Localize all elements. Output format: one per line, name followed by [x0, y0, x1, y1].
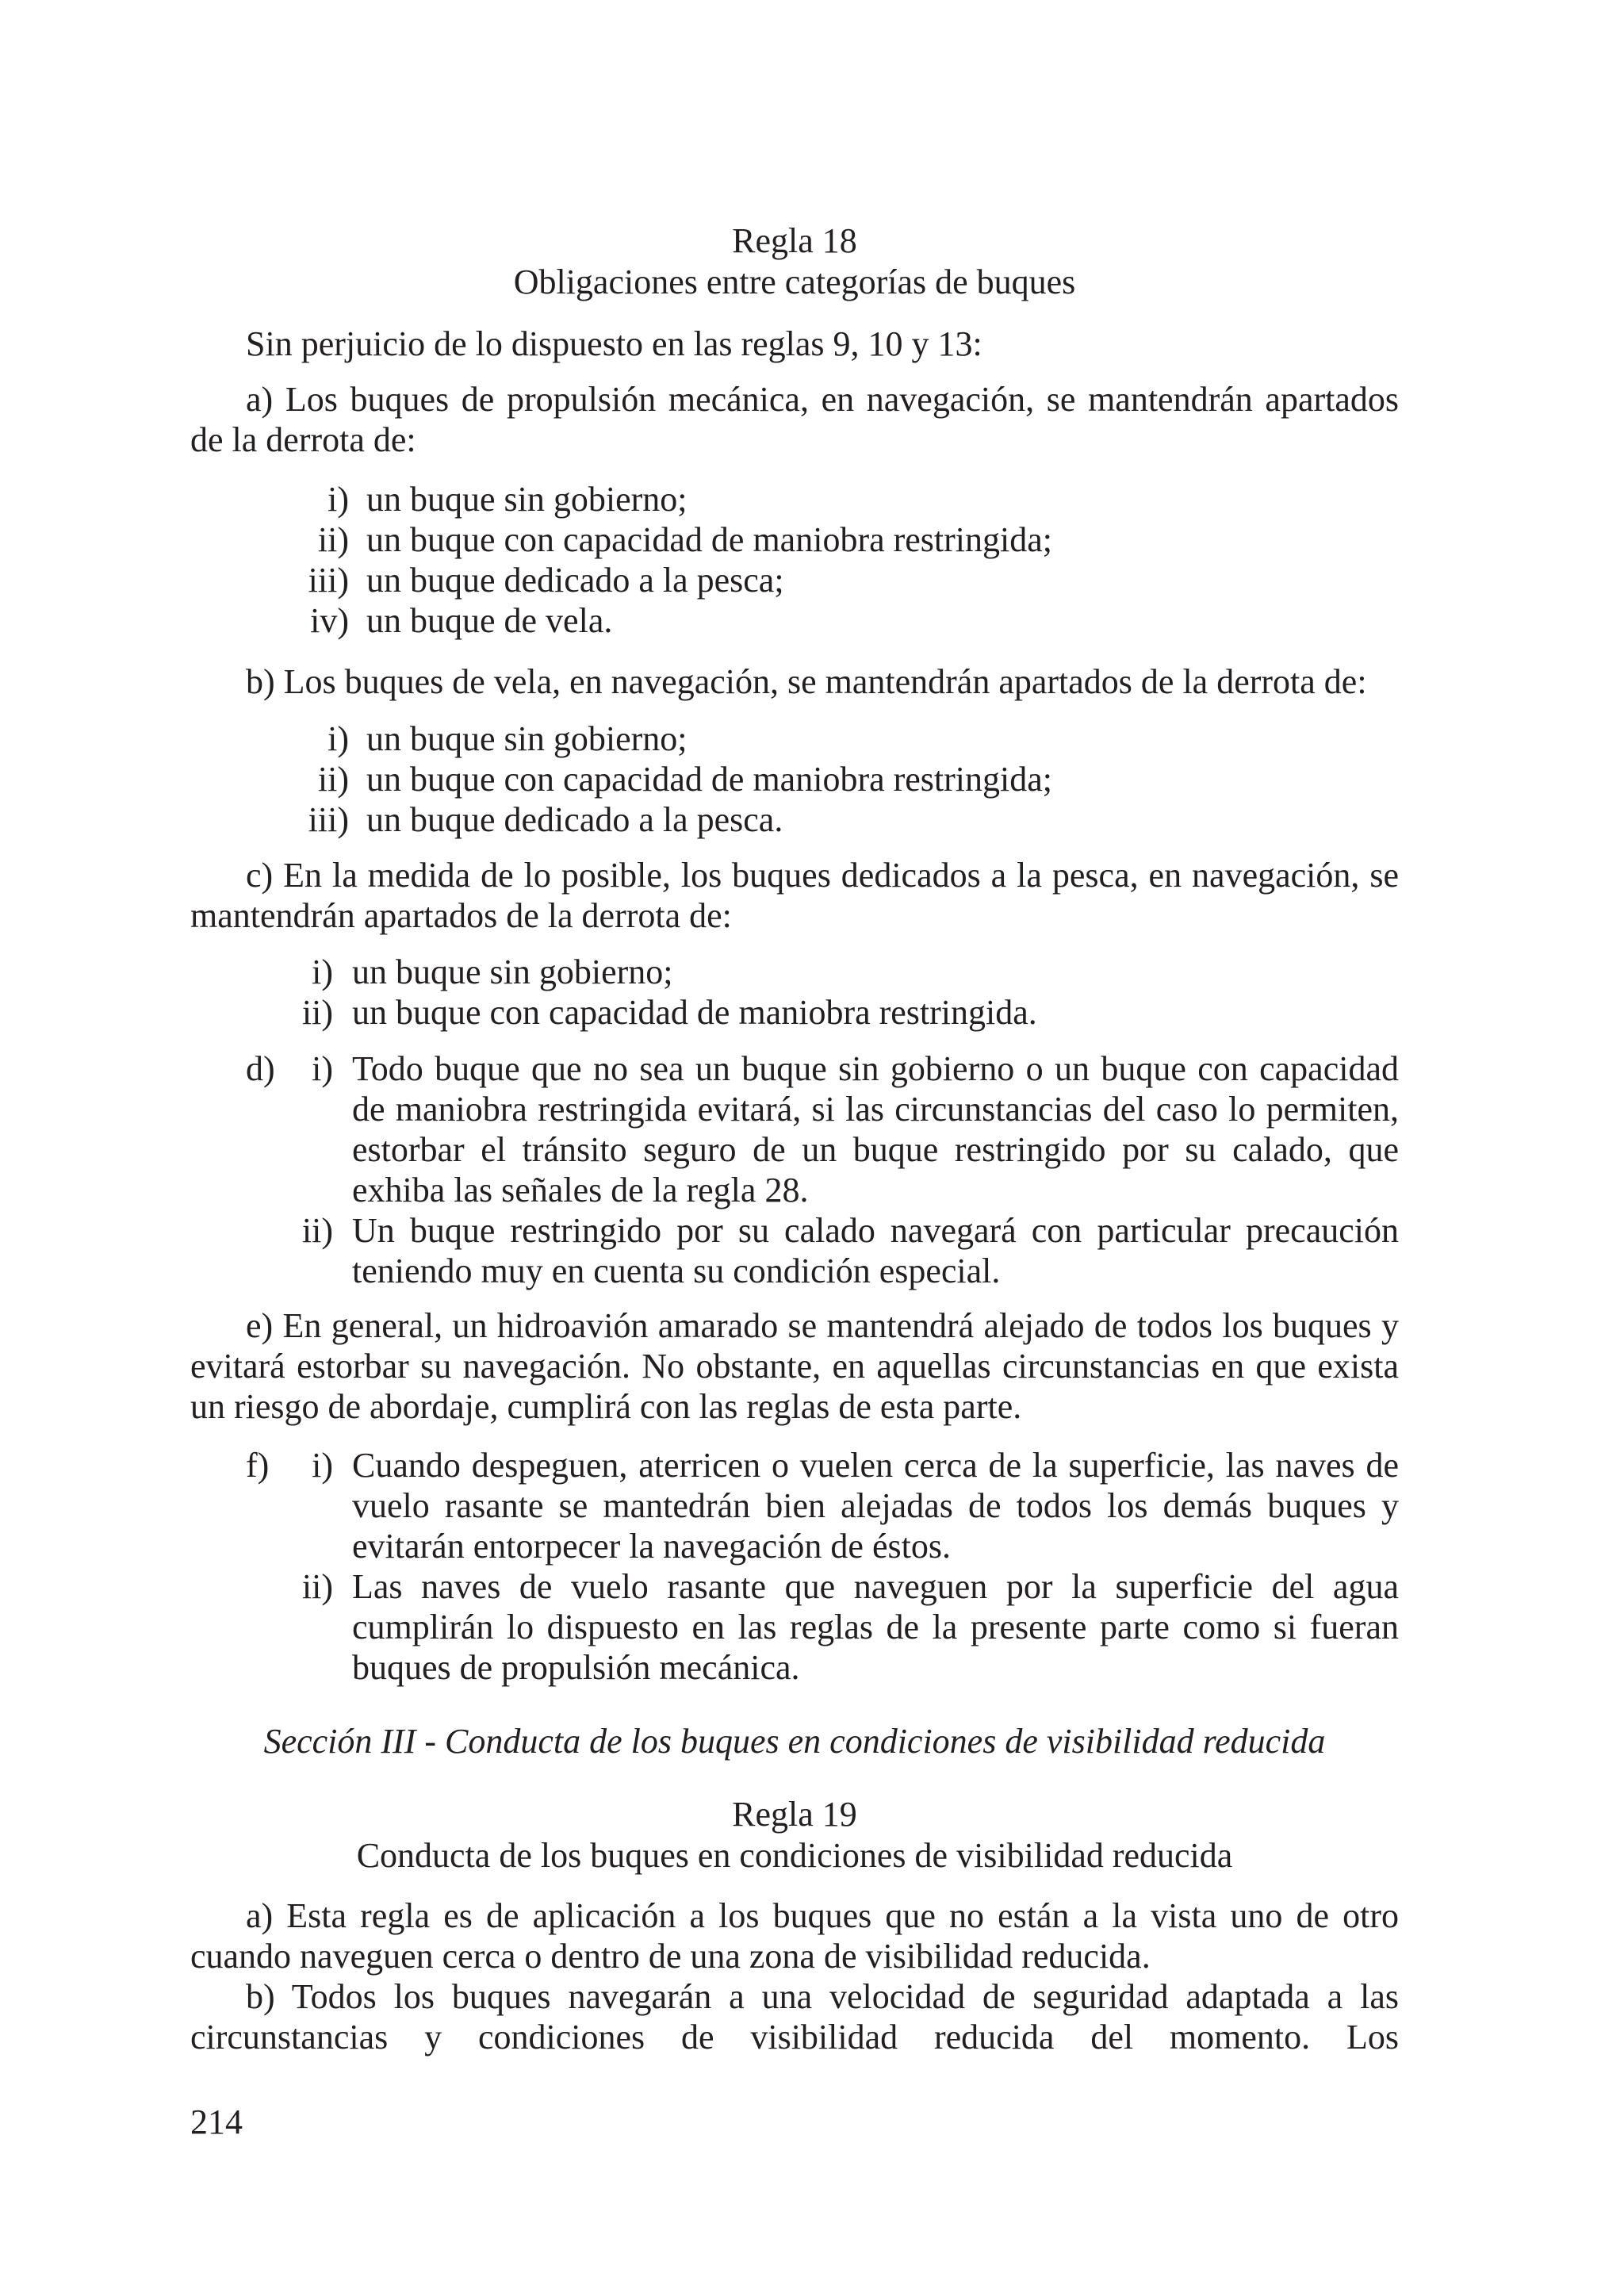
rule19-title: Conducta de los buques en condiciones de visibilidad reducida [356, 1836, 1233, 1875]
page-number: 214 [190, 2102, 243, 2141]
rule19-paragraph-a: a) Esta regla es de aplicación a los buques que no están a la vista uno de otro cuando naveguen cerca o dentro de una zona de visibilidad reducida. [190, 1896, 1399, 1976]
rule18-intro: Sin perjuicio de lo dispuesto en las reglas 9, 10 y 13: [246, 324, 982, 363]
rule19-number: Regla 19 [732, 1795, 857, 1834]
rule18-b-list: i) un buque sin gobierno; ii) un buque con capacidad de maniobra restringida; iii) un buque dedicado a la pesca. [308, 719, 1053, 839]
rule18-a-list: i) un buque sin gobierno; ii) un buque con capacidad de maniobra restringida; iii) un buque dedicado a la pesca; iv) un buque de vela. [308, 480, 1053, 640]
rule18-f-label: f) [246, 1446, 270, 1485]
rule18-title: Obligaciones entre categorías de buques [513, 263, 1076, 301]
rule19-paragraph-b: b) Todos los buques navegarán a una velocidad de seguridad adaptada a las circunstancias y condiciones de visibilidad reducida del momento. Los [190, 1977, 1399, 2056]
rule18-paragraph-c: c) En la medida de lo posible, los buques dedicados a la pesca, en navegación, se mantendrán apartados de la derrota de: [190, 856, 1399, 935]
rule18-d-label: d) [246, 1049, 275, 1088]
rule18-paragraph-a: a) Los buques de propulsión mecánica, en navegación, se mantendrán apartados de la derrota de: [190, 380, 1399, 459]
rule18-d-list: d) i) Todo buque que no sea un buque sin gobierno o un buque con capacidad de maniobra restringida evitará, si las circunstancias del caso lo permiten, estorbar el tránsito seguro de un buque restringido por su calado, que exhiba las señales de la regla 28. ii) Un buque restringido por su calado navegará con particular precaución teniendo muy en cuenta su condición especial. [246, 1049, 1399, 1290]
rule18-f-list: f) i) Cuando despeguen, aterricen o vuelen cerca de la superficie, las naves de vuelo rasante se mantedrán bien alejadas de todos los demás buques y evitarán entorpecer la navegación de éstos. ii) Las naves de vuelo rasante que naveguen por la superficie del agua cumplirán lo dispuesto en las reglas de la presente parte como si fueran buques de propulsión mecánica. [246, 1446, 1399, 1687]
rule18-number: Regla 18 [732, 221, 857, 260]
section-heading: Sección III - Conducta de los buques en condiciones de visibilidad reducida [263, 1722, 1326, 1761]
rule18-paragraph-b: b) Los buques de vela, en navegación, se mantendrán apartados de la derrota de: [246, 662, 1367, 701]
rule18-c-list: i) un buque sin gobierno; ii) un buque con capacidad de maniobra restringida. [301, 953, 1037, 1032]
rule18-paragraph-e: e) En general, un hidroavión amarado se mantendrá alejado de todos los buques y evitará estorbar su navegación. No obstante, en aquellas circunstancias en que exista un riesgo de abordaje, cumplirá con las reglas de esta parte. [190, 1306, 1399, 1426]
